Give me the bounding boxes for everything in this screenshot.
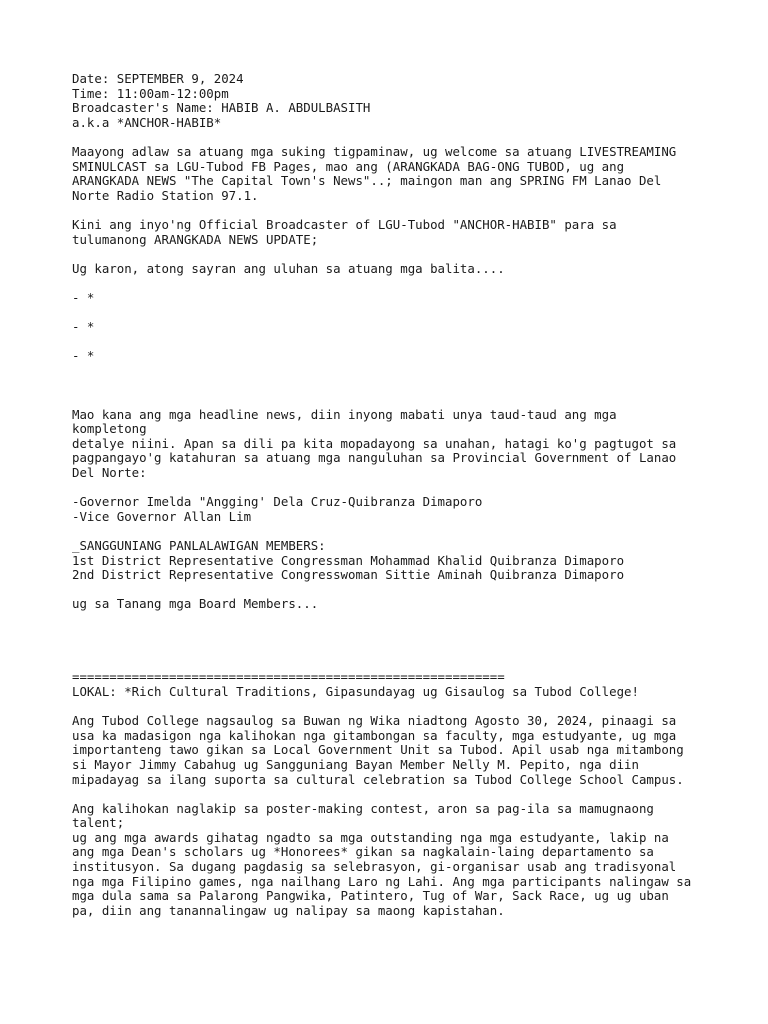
spacer	[72, 627, 712, 642]
sp-member-item: 1st District Representative Congressman Mohammad Khalid Quibranza Dimaporo	[72, 552, 625, 568]
text-line: si Mayor Jimmy Cabahug ug Sangguniang Bayan Member Nelly M. Pepito, nga diin	[72, 756, 639, 772]
spacer	[72, 700, 712, 715]
text-line: usa ka madasigon nga kalihokan nga gitambongan sa faculty, mga estudyante, ug mga	[72, 727, 677, 743]
text-line: ang mga Dean's scholars ug *Honorees* gikan sa nagkalain-laing departamento sa	[72, 844, 654, 860]
text-line: Del Norte:	[72, 465, 147, 481]
spacer	[72, 276, 712, 291]
text-line: kompletong	[72, 421, 147, 437]
broadcaster-line: Broadcaster's Name: HABIB A. ABDULBASITH	[72, 100, 371, 116]
official-item: -Governor Imelda "Angging' Dela Cruz-Quibranza Dimaporo	[72, 494, 483, 510]
provincial-officials-list	[72, 495, 712, 524]
spacer	[72, 787, 712, 802]
board-members-line: ug sa Tanang mga Board Members...	[72, 596, 319, 612]
text-line: Ang Tubod College nagsaulog sa Buwan ng Wika niadtong Agosto 30, 2024, pinaagi sa	[72, 713, 677, 729]
text-line: detalye niini. Apan sa dili pa kita mopadayong sa unahan, hatagi ko'g pagtugot sa	[72, 435, 677, 451]
time-line: Time: 11:00am-12:00pm	[72, 85, 229, 101]
text-line: Maayong adlaw sa atuang mga suking tigpaminaw, ug welcome sa atuang LIVESTREAMING	[72, 143, 677, 159]
spacer	[72, 481, 712, 496]
text-line: Mao kana ang mga headline news, diin inyong mabati unya taud-taud ang mga	[72, 406, 617, 422]
spacer	[72, 335, 712, 350]
spacer	[72, 364, 712, 379]
aka-line: a.k.a *ANCHOR-HABIB*	[72, 114, 222, 130]
text-line: pa, diin ang tanannalingaw ug nalipay sa maong kapistahan.	[72, 902, 505, 918]
broadcast-header	[72, 72, 712, 130]
official-item: -Vice Governor Allan Lim	[72, 508, 252, 524]
headline-bullet: - *	[72, 289, 95, 305]
document-page	[72, 72, 712, 918]
headline-bullet: - *	[72, 348, 95, 364]
intro-paragraph	[72, 145, 712, 203]
text-line: ARANGKADA NEWS "The Capital Town's News"..; maingon man ang SPRING FM Lanao Del	[72, 173, 662, 189]
lokal-paragraph-1	[72, 714, 712, 787]
spacer	[72, 378, 712, 393]
text-line: ug ang mga awards gihatag ngadto sa mga outstanding nga mga estudyante, lakip na	[72, 829, 669, 845]
text-line: pagpangayo'g katahuran sa atuang mga nanguluhan sa Provincial Government of Lanao	[72, 450, 677, 466]
spacer	[72, 203, 712, 218]
spacer	[72, 583, 712, 598]
lokal-title: LOKAL: *Rich Cultural Traditions, Gipasundayag ug Gisaulog sa Tubod College!	[72, 683, 639, 699]
text-line: Ang kalihokan naglakip sa poster-making contest, aron sa pag-ila sa mamugnaong	[72, 800, 654, 816]
headlines-intro-line: Ug karon, atong sayran ang uluhan sa atuang mga balita....	[72, 260, 505, 276]
lokal-paragraph-2	[72, 802, 712, 919]
text-line: SMINULCAST sa LGU-Tubod FB Pages, mao ang (ARANGKADA BAG-ONG TUBOD, ug ang	[72, 158, 625, 174]
spacer	[72, 656, 712, 671]
text-line: Norte Radio Station 97.1.	[72, 187, 259, 203]
spacer	[72, 524, 712, 539]
spacer	[72, 641, 712, 656]
text-line: talent;	[72, 815, 125, 831]
text-line: institusyon. Sa dugang pagdasig sa selebrasyon, gi-organisar usab ang tradisyonal	[72, 859, 677, 875]
text-line: nga mga Filipino games, nga nailhang Laro ng Lahi. Ang mga participants nalingaw sa	[72, 873, 692, 889]
text-line: tulumanong ARANGKADA NEWS UPDATE;	[72, 231, 319, 247]
spacer	[72, 130, 712, 145]
spacer	[72, 306, 712, 321]
headline-bullet: - *	[72, 319, 95, 335]
text-line: mga dula sama sa Palarong Pangwika, Patintero, Tug of War, Sack Race, ug ug uban	[72, 888, 669, 904]
date-line: Date: SEPTEMBER 9, 2024	[72, 71, 244, 86]
section-separator: ==========================================================	[72, 669, 505, 685]
text-line: importanteng tawo gikan sa Local Government Unit sa Tubod. Apil usab nga mitambong	[72, 742, 684, 758]
headline-outro-paragraph	[72, 408, 712, 481]
text-line: Kini ang inyo'ng Official Broadcaster of LGU-Tubod "ANCHOR-HABIB" para sa	[72, 216, 617, 232]
spacer	[72, 393, 712, 408]
official-broadcaster-paragraph	[72, 218, 712, 247]
lokal-news-section	[72, 685, 712, 919]
spacer	[72, 247, 712, 262]
spacer	[72, 612, 712, 627]
sp-heading: _SANGGUNIANG PANLALAWIGAN MEMBERS:	[72, 538, 326, 553]
text-line: mipadayag sa ilang suporta sa cultural celebration sa Tubod College School Campus.	[72, 771, 684, 787]
sp-members-section	[72, 539, 712, 583]
sp-member-item: 2nd District Representative Congresswoman Sittie Aminah Quibranza Dimaporo	[72, 567, 625, 583]
